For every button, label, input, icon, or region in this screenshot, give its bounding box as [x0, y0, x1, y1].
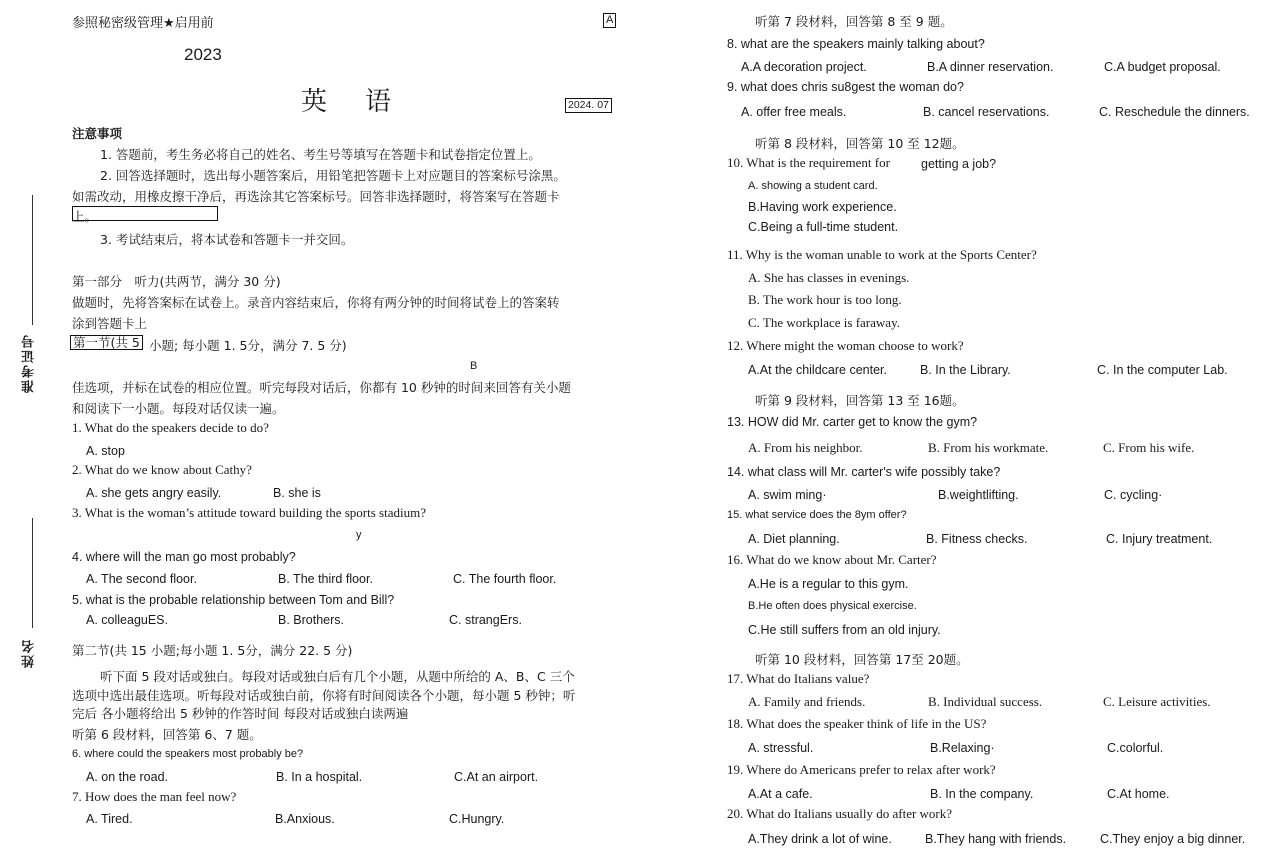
name-label: 姓名 — [22, 638, 37, 668]
question-6-option-a: A. on the road. — [86, 770, 169, 784]
note-item-2: 2. 回答选择题时，选出每小题答案后，用铅笔把答题卡上对应题目的答案标号涂黑。 — [100, 168, 566, 183]
question-14-option-a: A. swim ming· — [748, 488, 827, 502]
material-6-heading: 听第 6 段材料，回答第 6、7 题。 — [72, 727, 262, 742]
question-15-option-c: C. Injury treatment. — [1106, 532, 1213, 546]
secret-level: 参照秘密级管理★启用前 — [72, 16, 214, 31]
question-8-option-b: B.A dinner reservation. — [927, 60, 1054, 74]
question-18: 18. What does the speaker think of life in the US? — [727, 716, 987, 731]
part1-instruction-cont: 涂到答题卡上 — [72, 316, 148, 331]
material-10-heading: 听第 10 段材料，回答第 17至 20题。 — [755, 652, 969, 667]
part1-title: 第一部分 听力(共两节，满分 30 分) — [72, 274, 281, 289]
question-4-option-b: B. The third floor. — [278, 572, 373, 586]
question-12: 12. Where might the woman choose to work? — [727, 338, 964, 353]
notes-title: 注意事项 — [72, 126, 123, 141]
underline-box — [72, 206, 218, 221]
question-4: 4. where will the man go most probably? — [72, 550, 296, 564]
question-11-option-c: C. The workplace is faraway. — [748, 315, 900, 330]
question-15-option-a: A. Diet planning. — [748, 532, 840, 546]
exam-year: 2023 — [184, 45, 222, 64]
part1-instruction: 做题时，先将答案标在试卷上。录音内容结束后，你将有两分钟的时间将试卷上的答案转 — [72, 295, 560, 310]
question-5: 5. what is the probable relationship between Tom and Bill? — [72, 593, 395, 607]
question-7: 7. How does the man feel now? — [72, 789, 237, 804]
question-11-option-a: A. She has classes in evenings. — [748, 270, 910, 285]
stray-letter-b: B — [470, 360, 478, 372]
paper-type-badge: A — [603, 13, 616, 28]
question-10-option-c: C.Being a full-time student. — [748, 220, 899, 234]
question-9-option-b: B. cancel reservations. — [923, 105, 1050, 119]
question-15-option-b: B. Fitness checks. — [926, 532, 1028, 546]
question-8: 8. what are the speakers mainly talking about? — [727, 37, 985, 51]
note-item-2-cont: 如需改动，用橡皮擦干净后，再选涂其它答案标号。回答非选择题时，将答案写在答题卡 — [72, 189, 560, 204]
note-item-2-end: 上。 — [72, 209, 98, 224]
question-13-option-b: B. From his workmate. — [928, 440, 1049, 455]
question-1: 1. What do the speakers decide to do? — [72, 420, 269, 435]
question-13-option-c: C. From his wife. — [1103, 440, 1195, 455]
section2-title: 第二节(共 15 小题;每小题 1. 5分，满分 22. 5 分) — [72, 643, 353, 658]
note-item-3: 3. 考试结束后，将本试卷和答题卡一并交回。 — [100, 232, 354, 247]
question-10: 10. What is the requirement for — [727, 155, 890, 170]
question-19: 19. Where do Americans prefer to relax after work? — [727, 762, 996, 777]
question-12-option-a: A.At the childcare center. — [748, 363, 887, 377]
question-8-option-c: C.A budget proposal. — [1104, 60, 1221, 74]
question-6-option-c: C.At an airport. — [454, 770, 539, 784]
question-18-option-c: C.colorful. — [1107, 741, 1164, 755]
question-6-option-b: B. In a hospital. — [276, 770, 363, 784]
question-5-option-b: B. Brothers. — [278, 613, 344, 627]
question-12-option-b: B. In the Library. — [920, 363, 1011, 377]
question-17-option-b: B. Individual success. — [928, 694, 1043, 709]
question-2-option-a: A. she gets angry easily. — [86, 486, 222, 500]
question-11-option-b: B. The work hour is too long. — [748, 292, 902, 307]
question-13-option-a: A. From his neighbor. — [748, 440, 863, 455]
admission-number-label: 准考证号 — [22, 333, 37, 393]
question-20: 20. What do Italians usually do after work? — [727, 806, 953, 821]
section1-title-rest: 小题; 每小题 1. 5分，满分 7. 5 分) — [149, 338, 347, 353]
question-18-option-a: A. stressful. — [748, 741, 814, 755]
binding-line-middle — [32, 518, 33, 628]
question-19-option-b: B. In the company. — [930, 787, 1034, 801]
material-8-heading: 听第 8 段材料，回答第 10 至 12题。 — [755, 136, 965, 151]
question-19-option-c: C.At home. — [1107, 787, 1170, 801]
question-16-option-a: A.He is a regular to this gym. — [748, 577, 909, 591]
section1-instruction-cont: 和阅读下一小题。每段对话仅读一遍。 — [72, 401, 285, 416]
exam-date-badge: 2024. 07 — [565, 98, 612, 113]
question-7-option-b: B.Anxious. — [275, 812, 335, 826]
question-11: 11. Why is the woman unable to work at the Sports Center? — [727, 247, 1037, 262]
question-18-option-b: B.Relaxing· — [930, 741, 995, 755]
section2-instruction-3: 完后 各小题将给出 5 秒钟的作答时间 每段对话或独白读两遍 — [72, 706, 409, 721]
question-14-option-c: C. cycling· — [1104, 488, 1163, 502]
question-17: 17. What do Italians value? — [727, 671, 870, 686]
question-2: 2. What do we know about Cathy? — [72, 462, 252, 477]
question-7-option-c: C.Hungry. — [449, 812, 505, 826]
binding-line-top — [32, 195, 33, 325]
section1-instruction: 佳选项，并标在试卷的相应位置。听完每段对话后，你都有 10 秒钟的时间来回答有关小题 — [72, 380, 571, 395]
section2-instruction-1: 听下面 5 段对话或独白。每段对话或独白后有几个小题，从题中所给的 A、B、C 三个 — [100, 669, 575, 684]
question-9: 9. what does chris su8gest the woman do? — [727, 80, 964, 94]
question-14: 14. what class will Mr. carter's wife possibly take? — [727, 465, 1001, 479]
material-7-heading: 听第 7 段材料，回答第 8 至 9 题。 — [755, 14, 953, 29]
question-19-option-a: A.At a cafe. — [748, 787, 813, 801]
question-12-option-c: C. In the computer Lab. — [1097, 363, 1228, 377]
section1-title-boxed: 第一节(共 5 — [70, 335, 143, 350]
question-14-option-b: B.weightlifting. — [938, 488, 1019, 502]
question-4-option-a: A. The second floor. — [86, 572, 197, 586]
section2-instruction-2: 选项中选出最佳选项。听每段对话或独白前，你将有时间阅读各个小题，每小题 5 秒钟；听 — [72, 688, 576, 703]
question-2-option-b: B. she is — [273, 486, 321, 500]
question-16: 16. What do we know about Mr. Carter? — [727, 552, 937, 567]
note-item-1: 1. 答题前，考生务必将自己的姓名、考生号等填写在答题卡和试卷指定位置上。 — [100, 147, 541, 162]
question-13: 13. HOW did Mr. carter get to know the gym? — [727, 415, 978, 429]
question-20-option-b: B.They hang with friends. — [925, 832, 1067, 846]
question-10-option-b: B.Having work experience. — [748, 200, 897, 214]
question-20-option-a: A.They drink a lot of wine. — [748, 832, 892, 846]
question-20-option-c: C.They enjoy a big dinner. — [1100, 832, 1246, 846]
question-6: 6. where could the speakers most probably be? — [72, 748, 304, 760]
subject-title: 英 语 — [301, 87, 398, 117]
question-5-option-a: A. colleaguES. — [86, 613, 168, 627]
question-16-option-b: B.He often does physical exercise. — [748, 600, 917, 612]
question-3: 3. What is the woman’s attitude toward building the sports stadium? — [72, 505, 426, 520]
question-7-option-a: A. Tired. — [86, 812, 133, 826]
question-1-option-a: A. stop — [86, 444, 125, 458]
question-10-cont: getting a job? — [921, 157, 997, 171]
question-15: 15. what service does the 8ym offer? — [727, 509, 907, 521]
question-9-option-c: C. Reschedule the dinners. — [1099, 105, 1250, 119]
stray-letter-y: y — [356, 529, 362, 541]
question-8-option-a: A.A decoration project. — [741, 60, 867, 74]
question-10-option-a: A. showing a student card. — [748, 180, 878, 192]
question-5-option-c: C. strangErs. — [449, 613, 522, 627]
question-9-option-a: A. offer free meals. — [741, 105, 847, 119]
material-9-heading: 听第 9 段材料，回答第 13 至 16题。 — [755, 393, 965, 408]
question-4-option-c: C. The fourth floor. — [453, 572, 557, 586]
question-16-option-c: C.He still suffers from an old injury. — [748, 623, 941, 637]
question-17-option-a: A. Family and friends. — [748, 694, 866, 709]
question-17-option-c: C. Leisure activities. — [1103, 694, 1211, 709]
